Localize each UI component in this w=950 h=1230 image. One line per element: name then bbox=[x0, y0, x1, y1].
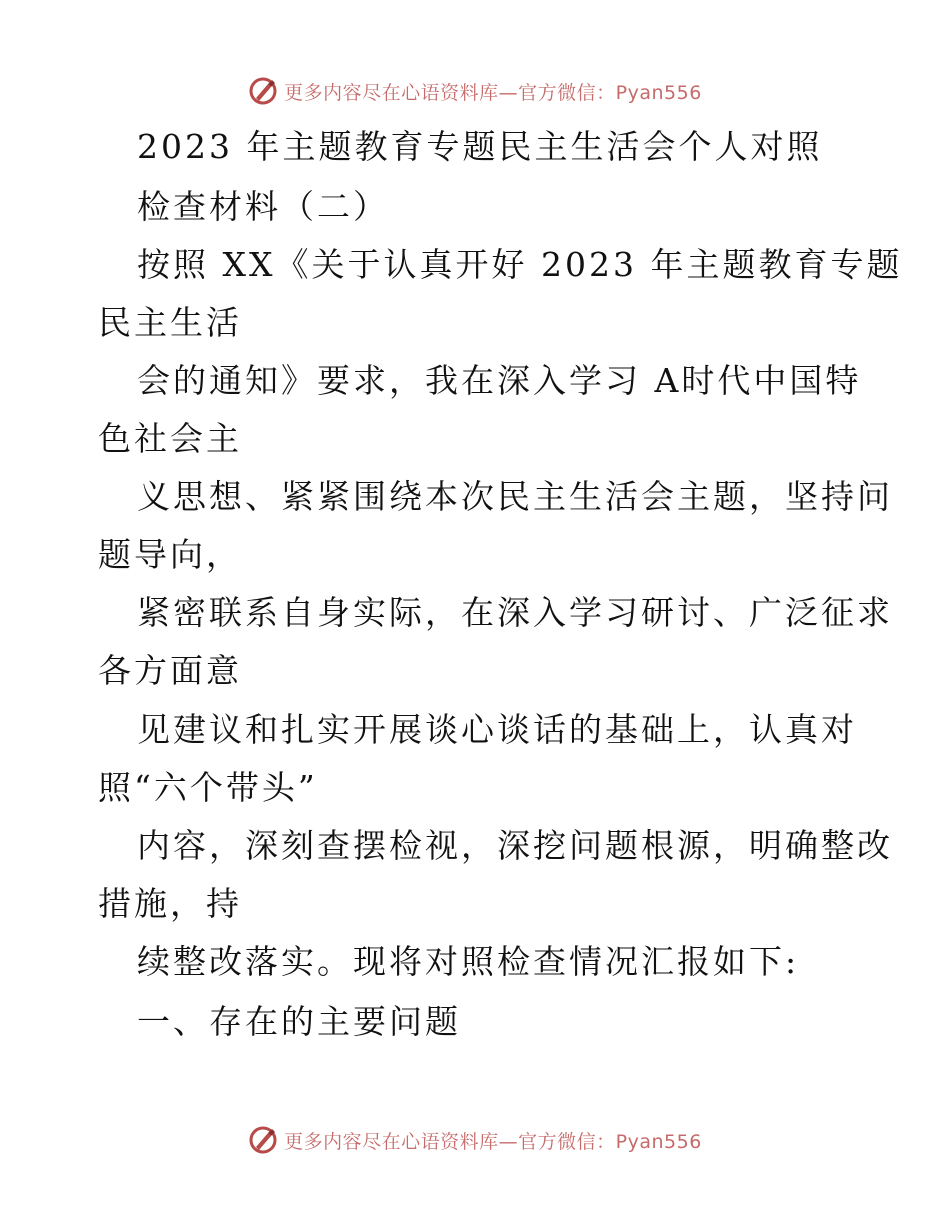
document-title-line1: 2023 年主题教育专题民主生活会个人对照 bbox=[137, 127, 823, 166]
pen-logo-icon bbox=[248, 1125, 278, 1155]
body-line: 紧密联系自身实际，在深入学习研讨、广泛征求 bbox=[137, 593, 893, 632]
body-line: 按照 XX《关于认真开好 2023 年主题教育专题 bbox=[137, 245, 903, 284]
body-line: 各方面意 bbox=[98, 651, 242, 690]
body-line: 义思想、紧紧围绕本次民主生活会主题，坚持问 bbox=[137, 477, 893, 516]
watermark-banner-bottom bbox=[0, 1120, 950, 1160]
body-line: 会的通知》要求，我在深入学习 A时代中国特 bbox=[137, 361, 862, 400]
body-line: 续整改落实。现将对照检查情况汇报如下: bbox=[137, 942, 800, 981]
document-title-line2: 检查材料（二） bbox=[137, 187, 389, 226]
watermark-text: 更多内容尽在心语资料库—官方微信：Pyan556 bbox=[284, 1130, 702, 1153]
body-line: 措施，持 bbox=[98, 884, 242, 923]
watermark-text: 更多内容尽在心语资料库—官方微信：Pyan556 bbox=[284, 81, 702, 104]
body-line: 照“六个带头” bbox=[98, 768, 318, 807]
body-line: 内容，深刻查摆检视，深挖问题根源，明确整改 bbox=[137, 826, 893, 865]
body-line: 民主生活 bbox=[98, 303, 242, 342]
section-heading: 一、存在的主要问题 bbox=[137, 1002, 461, 1041]
body-line: 见建议和扎实开展谈心谈话的基础上，认真对 bbox=[137, 710, 857, 749]
body-line: 色社会主 bbox=[98, 419, 242, 458]
body-line: 题导向， bbox=[98, 535, 242, 574]
